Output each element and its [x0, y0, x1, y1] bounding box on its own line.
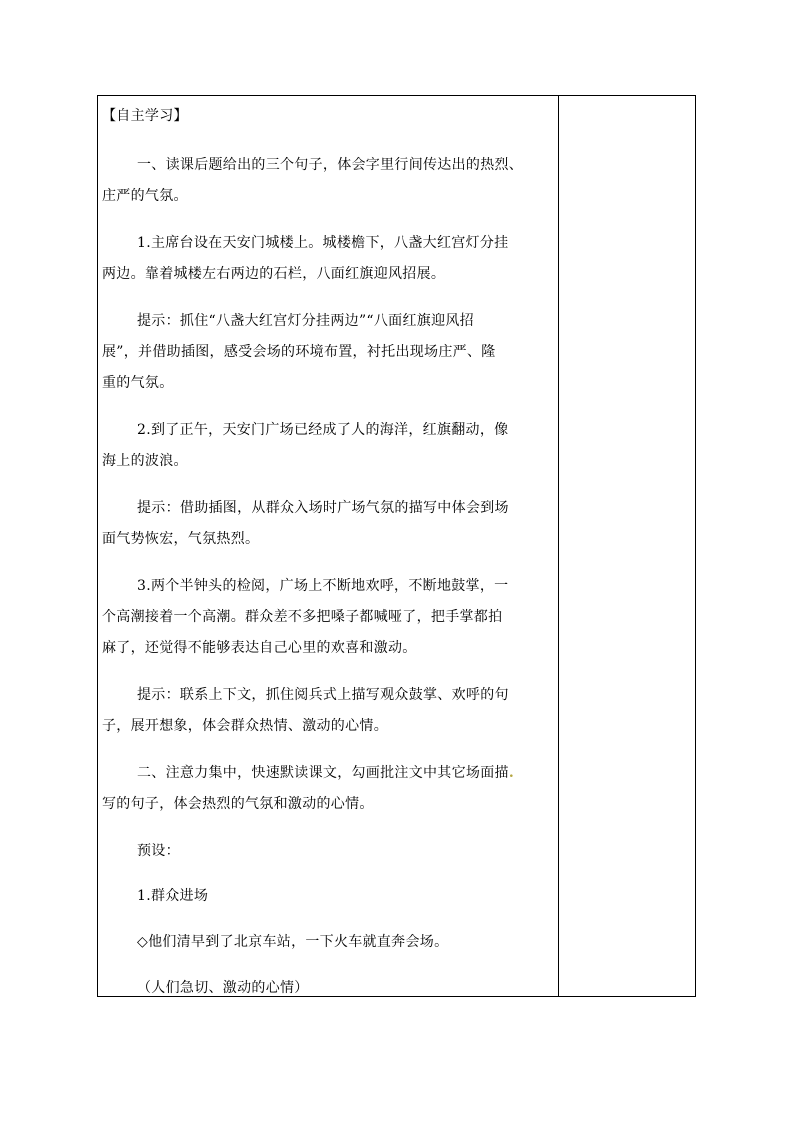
side-notes-cell — [559, 96, 695, 996]
task-one-line-1: 一、读课后题给出的三个句子，体会字里行间传达出的热烈、 — [137, 157, 524, 173]
task-two-line-2: 写的句子，体会热烈的气氛和激动的心情。 — [102, 796, 374, 812]
main-content-cell — [98, 96, 559, 996]
lesson-table — [97, 95, 696, 997]
hint-one-line-1: 提示：抓住“八盏大红宫灯分挂两边”“八面红旗迎风招 — [137, 313, 474, 329]
hint-two-line-2: 面气势恢宏，气氛热烈。 — [102, 531, 260, 547]
hint-one-line-3: 重的气氛。 — [102, 375, 174, 391]
preset-item-one: 1.群众进场 — [137, 888, 209, 904]
preset-note: （人们急切、激动的心情） — [137, 980, 309, 996]
task-one-line-2: 庄严的气氛。 — [102, 188, 188, 204]
sentence-two-line-2: 海上的波浪。 — [102, 453, 188, 469]
sentence-three-line-1: 3.两个半钟头的检阅，广场上不断地欢呼，不断地鼓掌，一 — [137, 578, 509, 594]
sentence-two-line-1: 2.到了正午，天安门广场已经成了人的海洋，红旗翻动，像 — [137, 422, 509, 438]
sentence-three-line-3: 麻了，还觉得不能够表达自己心里的欢喜和激动。 — [102, 640, 417, 656]
hint-two-line-1: 提示：借助插图，从群众入场时广场气氛的描写中体会到场 — [137, 500, 509, 516]
stray-mark: . — [508, 765, 514, 781]
preset-sentence: ◇他们清早到了北京车站，一下火车就直奔会场。 — [137, 934, 449, 950]
sentence-three-line-2: 个高潮接着一个高潮。群众差不多把嗓子都喊哑了，把手掌都拍 — [102, 609, 503, 625]
hint-one-line-2: 展”，并借助插图，感受会场的环境布置，衬托出现场庄严、隆 — [102, 344, 496, 360]
sentence-one-line-1: 1.主席台设在天安门城楼上。城楼檐下，八盏大红宫灯分挂 — [137, 235, 509, 251]
hint-three-line-2: 子，展开想象，体会群众热情、激动的心情。 — [102, 718, 388, 734]
hint-three-line-1: 提示：联系上下文，抓住阅兵式上描写观众鼓掌、欢呼的句 — [137, 687, 509, 703]
task-two-line-1 — [137, 763, 514, 783]
section-heading: 【自主学习】 — [102, 108, 188, 124]
task-two-text: 二、注意力集中，快速默读课文，勾画批注文中其它场面描 — [137, 765, 509, 781]
preset-label: 预设： — [137, 843, 180, 859]
sentence-one-line-2: 两边。靠着城楼左右两边的石栏，八面红旗迎风招展。 — [102, 266, 446, 282]
